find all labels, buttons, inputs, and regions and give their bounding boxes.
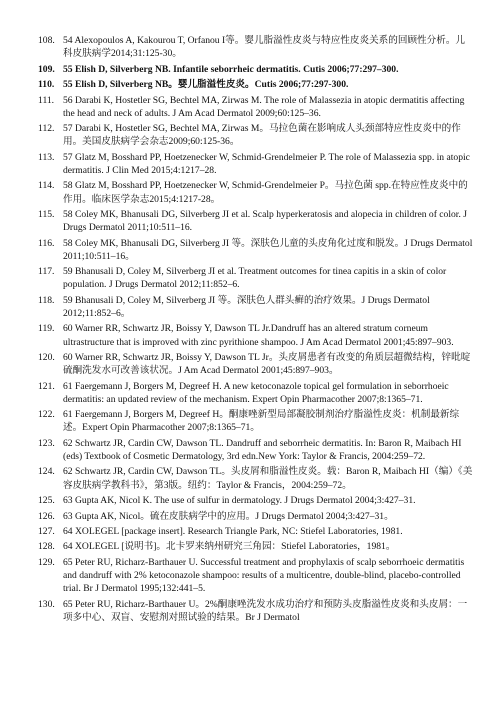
reference-item bbox=[38, 63, 474, 76]
reference-item bbox=[38, 151, 474, 177]
reference-item bbox=[38, 598, 474, 624]
reference-number: 124. bbox=[38, 466, 55, 478]
reference-text: 55 Elish D, Silverberg NB。婴儿脂溢性皮炎。Cutis 2006;77:297-300. bbox=[63, 79, 349, 91]
reference-item bbox=[38, 380, 474, 406]
reference-text: 65 Peter RU, Richarz-Barthauer U. Successful treatment and prophylaxis of scalp seborrhoeic dermatitis and dandruff with 2% ketoconazole shampoo: results of a multicentre, double-blind, placebo-controlled trial. Br J Dermatol 1995;132:441–5. bbox=[63, 556, 465, 595]
reference-number: 110. bbox=[38, 79, 55, 91]
reference-item bbox=[38, 237, 474, 263]
reference-item bbox=[38, 94, 474, 120]
reference-item bbox=[38, 122, 474, 148]
reference-text: 56 Darabi K, Hostetler SG, Bechtel MA, Zirwas M. The role of Malassezia in atopic dermatitis affecting the head and neck of adults. J Am Acad Dermatol 2009;60:125–36. bbox=[63, 94, 465, 119]
reference-item bbox=[38, 179, 474, 205]
reference-text: 57 Darabi K, Hostetler SG, Bechtel MA, Zirwas M。马拉色菌在影响成人头颈部特应性皮炎中的作用。美国皮肤病学会杂志2009;60:125-36。 bbox=[63, 123, 461, 148]
reference-number: 116. bbox=[38, 237, 55, 249]
reference-item bbox=[38, 322, 474, 348]
reference-number: 127. bbox=[38, 525, 55, 537]
reference-number: 117. bbox=[38, 266, 55, 278]
reference-number: 108. bbox=[38, 35, 55, 46]
reference-number: 118. bbox=[38, 294, 55, 306]
reference-item bbox=[38, 525, 474, 538]
reference-text: 59 Bhanusali D, Coley M, Silverberg JI 等。深肤色人群头癣的治疗效果。J Drugs Dermatol 2012;11:852–6。 bbox=[63, 294, 430, 319]
reference-text: 59 Bhanusali D, Coley M, Silverberg JI et al. Treatment outcomes for tinea capitis in a skin of color population. J Drugs Dermatol 2012;11:852–6. bbox=[63, 266, 447, 291]
reference-number: 114. bbox=[38, 180, 55, 192]
reference-item bbox=[38, 437, 474, 463]
reference-text: 64 XOLEGEL [说明书]。北卡罗来纳州研究三角园：Stiefel Laboratories，1981。 bbox=[63, 541, 396, 553]
reference-text: 58 Coley MK, Bhanusali DG, Silverberg JI 等。深肤色儿童的头皮角化过度和脱发。J Drugs Dermatol 2011;10:511–16。 bbox=[63, 237, 473, 262]
reference-item bbox=[38, 34, 474, 60]
reference-text: 62 Schwartz JR, Cardin CW, Dawson TL. Dandruff and seborrheic dermatitis. In: Baron R, Maibach HI (eds) Textbook of Cosmetic Dermatology, 3rd edn.New York: Taylor & Francis, 2004:259–72. bbox=[63, 437, 462, 462]
reference-item bbox=[38, 265, 474, 291]
reference-item bbox=[38, 294, 474, 320]
reference-text: 61 Faergemann J, Borgers M, Degreef H. A new ketoconazole topical gel formulation in seborrhoeic dermatitis: an updated review of the mechanism. Expert Opin Pharmacother 2007;8:1365–71. bbox=[63, 380, 449, 405]
reference-number: 112. bbox=[38, 123, 55, 135]
reference-text: 55 Elish D, Silverberg NB. Infantile seborrheic dermatitis. Cutis 2006;77:297–300. bbox=[63, 63, 399, 75]
reference-list bbox=[38, 34, 474, 624]
reference-text: 54 Alexopoulos A, Kakourou T, Orfanou I等。婴儿脂溢性皮炎与特应性皮炎关系的回顾性分析。儿科皮肤病学2014;31:125-30。 bbox=[63, 35, 466, 60]
reference-item bbox=[38, 465, 474, 491]
reference-text: 63 Gupta AK, Nicol K. The use of sulfur in dermatology. J Drugs Dermatol 2004;3:427–31. bbox=[63, 495, 416, 507]
reference-number: 115. bbox=[38, 208, 55, 220]
reference-number: 111. bbox=[38, 94, 55, 106]
reference-item bbox=[38, 494, 474, 507]
reference-number: 121. bbox=[38, 380, 55, 392]
reference-text: 58 Coley MK, Bhanusali DG, Silverberg JI et al. Scalp hyperkeratosis and alopecia in children of color. J Drugs Dermatol 2011;10:511–16. bbox=[63, 208, 468, 234]
reference-number: 130. bbox=[38, 598, 55, 610]
reference-number: 120. bbox=[38, 352, 55, 363]
reference-number: 128. bbox=[38, 541, 55, 553]
reference-text: 64 XOLEGEL [package insert]. Research Triangle Park, NC: Stiefel Laboratories, 1981. bbox=[63, 525, 403, 537]
reference-item bbox=[38, 408, 474, 434]
reference-text: 62 Schwartz JR, Cardin CW, Dawson TL。头皮屑和脂溢性皮炎。载：Baron R, Maibach HI（编）《美容皮肤病学教科书》，第3版。纽约：Taylor & Francis，2004:259–72。 bbox=[63, 466, 473, 491]
reference-item bbox=[38, 208, 474, 234]
reference-item bbox=[38, 556, 474, 595]
reference-number: 109. bbox=[38, 63, 55, 75]
reference-text: 61 Faergemann J, Borgers M, Degreef H。酮康唑新型局部凝胶制剂治疗脂溢性皮炎：机制最新综述。Expert Opin Pharmacother 2007;8:1365–71。 bbox=[63, 409, 460, 434]
reference-text: 58 Glatz M, Bosshard PP, Hoetzenecker W, Schmid-Grendelmeier P。马拉色菌 spp.在特应性皮炎中的作用。临床医学杂志2015;4:1217-28。 bbox=[63, 180, 468, 205]
reference-number: 126. bbox=[38, 510, 55, 522]
reference-item bbox=[38, 351, 474, 377]
reference-item bbox=[38, 540, 474, 553]
reference-item bbox=[38, 510, 474, 523]
reference-item bbox=[38, 78, 474, 91]
reference-number: 129. bbox=[38, 556, 55, 568]
reference-number: 119. bbox=[38, 323, 55, 335]
reference-number: 125. bbox=[38, 495, 55, 507]
reference-text: 60 Warner RR, Schwartz JR, Boissy Y, Dawson TL Jr。头皮屑患者有改变的角质层超微结构，锌吡啶硫酮洗发水可改善该状况。J Am Acad Dermatol 2001;45:897–903。 bbox=[63, 352, 471, 377]
reference-number: 113. bbox=[38, 151, 55, 163]
reference-number: 122. bbox=[38, 409, 55, 421]
reference-text: 63 Gupta AK, Nicol。硫在皮肤病学中的应用。J Drugs Dermatol 2004;3:427–31。 bbox=[63, 510, 394, 522]
reference-text: 57 Glatz M, Bosshard PP, Hoetzenecker W, Schmid-Grendelmeier P. The role of Malassezia spp. in atopic dermatitis. J Clin Med 2015;4:1217–28. bbox=[63, 151, 470, 176]
reference-text: 60 Warner RR, Schwartz JR, Boissy Y, Dawson TL Jr.Dandruff has an altered stratum corneum ultrastructure that is improved with zinc pyrithione shampoo. J Am Acad Dermatol 2001;45:897–903. bbox=[63, 323, 454, 348]
reference-text: 65 Peter RU, Richarz-Barthauer U。2%酮康唑洗发水成功治疗和预防头皮脂溢性皮炎和头皮屑：一项多中心、双盲、安慰剂对照试验的结果。Br J Dermatol bbox=[63, 598, 468, 623]
reference-number: 123. bbox=[38, 437, 55, 449]
